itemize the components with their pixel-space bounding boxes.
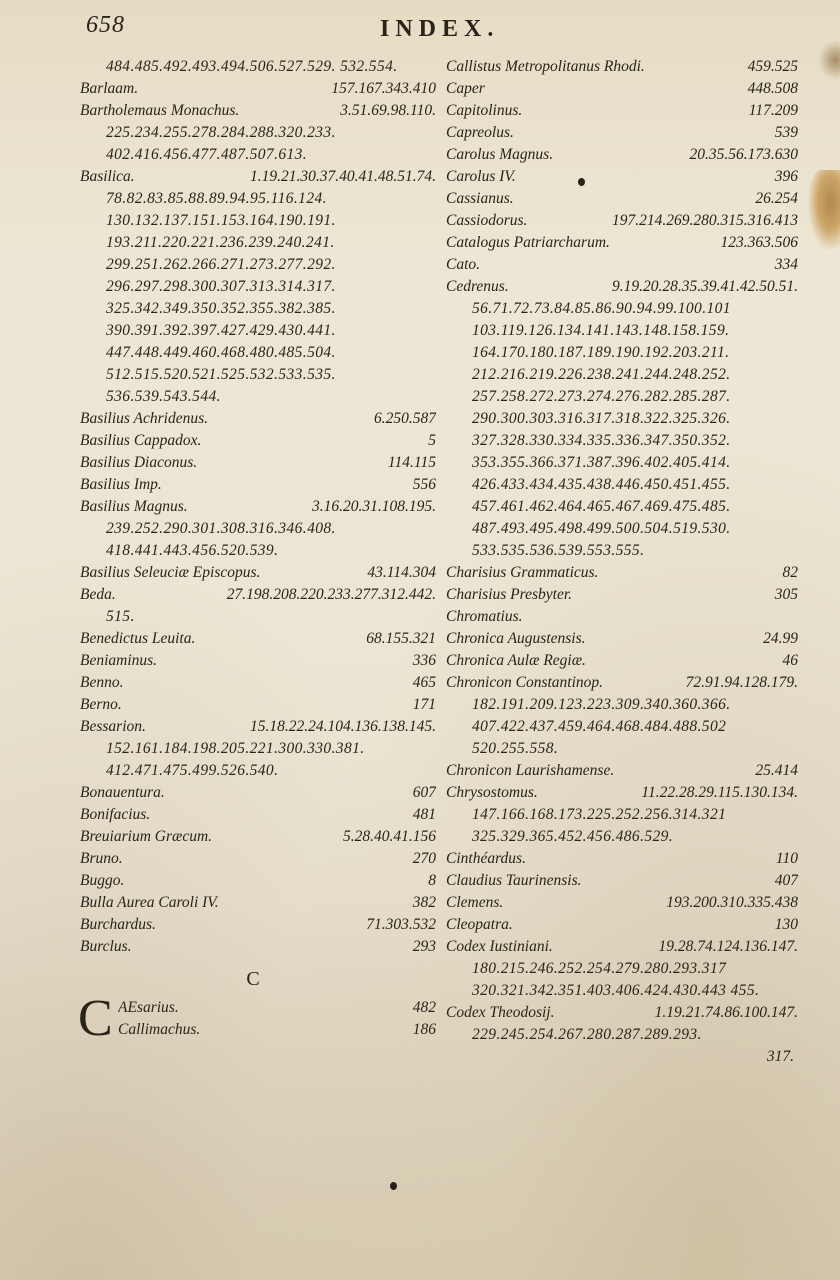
- entry-page-refs: 556: [412, 476, 436, 493]
- entry-page-refs: 448.508: [747, 80, 798, 97]
- index-entry: [80, 672, 436, 694]
- entry-name: Callistus Metropolitanus Rhodi.: [446, 58, 645, 75]
- entry-name: Bessarion.: [80, 718, 146, 735]
- index-entry: [80, 452, 436, 474]
- dropcap: C: [78, 990, 113, 1047]
- index-entry: [446, 848, 798, 870]
- entry-page-refs: 24.99: [763, 630, 798, 647]
- page-number: 658: [86, 12, 125, 38]
- entry-name: Callimachus.: [118, 1021, 201, 1038]
- running-title: INDEX.: [380, 16, 500, 42]
- entry-line: [446, 276, 798, 298]
- index-entry: [80, 826, 436, 848]
- entry-page-refs: 114.115: [387, 454, 436, 471]
- index-entry: [446, 562, 798, 584]
- index-entry: [80, 782, 436, 804]
- entry-list: [446, 56, 798, 1046]
- entry-page-refs: 186: [412, 1021, 436, 1038]
- entry-line: [446, 936, 798, 958]
- entry-page-refs: 25.414: [755, 762, 798, 779]
- entry-line: [446, 782, 798, 804]
- paper-stain: [808, 170, 840, 250]
- entry-page-refs: 3.16.20.31.108.195.: [312, 498, 436, 515]
- entry-line: [80, 408, 436, 430]
- index-entry: [80, 892, 436, 914]
- entry-name: Burclus.: [80, 938, 132, 955]
- entry-page-refs: 157.167.343.410: [331, 80, 436, 97]
- entry-page-refs: 117.209: [748, 102, 798, 119]
- index-entry: [446, 628, 798, 650]
- entry-line: [80, 452, 436, 474]
- entry-name: Chronica Aulæ Regiæ.: [446, 652, 586, 669]
- entry-page-refs: 72.91.94.128.179.: [685, 674, 798, 691]
- entry-line: [80, 848, 436, 870]
- entry-line: [80, 804, 436, 826]
- entry-name: Chrysostomus.: [446, 784, 538, 801]
- entry-line: [80, 716, 436, 738]
- entry-line: [446, 144, 798, 166]
- entry-line: [80, 496, 436, 518]
- entry-line: [446, 1002, 798, 1024]
- entry-page-refs: 11.22.28.29.115.130.134.: [641, 784, 798, 801]
- left-column: [78, 56, 436, 1047]
- index-entry: [80, 848, 436, 870]
- entry-name: Bonauentura.: [80, 784, 165, 801]
- index-entry: [80, 870, 436, 892]
- entry-name: Capreolus.: [446, 124, 514, 141]
- index-entry: [446, 78, 798, 100]
- entry-line: [446, 232, 798, 254]
- entry-line: [446, 254, 798, 276]
- index-entry: [446, 210, 798, 232]
- entry-page-refs: 19.28.74.124.136.147.: [658, 938, 798, 955]
- index-entry: [446, 936, 798, 1002]
- entry-name: Cato.: [446, 256, 481, 273]
- entry-name: Bruno.: [80, 850, 123, 867]
- entry-name: Burchardus.: [80, 916, 156, 933]
- index-entry: [446, 122, 798, 144]
- entry-page-refs: 1.19.21.30.37.40.41.48.51.74.: [250, 168, 436, 185]
- entry-page-refs: 193.200.310.335.438: [666, 894, 798, 911]
- entry-page-refs: 171: [412, 696, 436, 713]
- index-entry: [446, 672, 798, 760]
- index-entry: [446, 870, 798, 892]
- entry-name: Beda.: [80, 586, 116, 603]
- index-continuation: 484.485.492.493.494.506.527.529. 532.554.: [106, 58, 398, 75]
- entry-page-refs: 539: [774, 124, 798, 141]
- entry-page-refs: 382: [412, 894, 436, 911]
- index-entry: [80, 100, 436, 166]
- entry-page-refs: 68.155.321: [366, 630, 436, 647]
- index-entry: [80, 936, 436, 958]
- entry-page-refs: 5: [428, 432, 436, 449]
- entry-page-refs: 407: [774, 872, 798, 889]
- index-entry: [80, 430, 436, 452]
- index-entry: [80, 408, 436, 430]
- entry-page-refs: 6.250.587: [374, 410, 436, 427]
- index-entry: [80, 584, 436, 628]
- entry-line: [80, 166, 436, 188]
- entry-page-refs: 481: [412, 806, 436, 823]
- entry-line: [446, 848, 798, 870]
- entry-continuation: 180.215.246.252.254.279.280.293.317 320.321.342.351.403.406.424.430.443 455.: [472, 960, 760, 999]
- entry-line: [446, 562, 798, 584]
- entry-name: Codex Theodosij.: [446, 1004, 555, 1021]
- entry-name: Basilius Imp.: [80, 476, 162, 493]
- entry-name: Bulla Aurea Caroli IV.: [80, 894, 219, 911]
- index-entry: [446, 56, 798, 78]
- entry-continuation: 229.245.254.267.280.287.289.293.: [472, 1026, 702, 1043]
- entry-continuation: 225.234.255.278.284.288.320.233. 402.416.456.477.487.507.613.: [106, 124, 336, 163]
- index-entry: [446, 1002, 798, 1046]
- entry-name: Cedrenus.: [446, 278, 509, 295]
- entry-page-refs: 293: [412, 938, 436, 955]
- entry-line: [80, 782, 436, 804]
- index-entry: [80, 166, 436, 408]
- entry-line: [80, 870, 436, 892]
- entry-page-refs: 46: [782, 652, 798, 669]
- entry-line: [446, 672, 798, 694]
- index-entry: [446, 914, 798, 936]
- entry-name: Charisius Presbyter.: [446, 586, 573, 603]
- entry-line: [446, 760, 798, 782]
- entry-name: Bartholemaus Monachus.: [80, 102, 240, 119]
- index-entry: [446, 166, 798, 188]
- entry-line: [446, 892, 798, 914]
- entry-line: [118, 997, 436, 1019]
- entry-page-refs: 130: [774, 916, 798, 933]
- index-entry: [118, 1019, 436, 1041]
- index-entry: [446, 254, 798, 276]
- entry-line: [446, 650, 798, 672]
- entry-line: [446, 870, 798, 892]
- entry-line: [80, 936, 436, 958]
- index-entry: [80, 694, 436, 716]
- entry-page-refs: 3.51.69.98.110.: [340, 102, 436, 119]
- ink-speck: [390, 1182, 397, 1190]
- entry-page-refs: 465: [412, 674, 436, 691]
- entry-name: Bonifacius.: [80, 806, 151, 823]
- entry-line: [446, 914, 798, 936]
- index-entry: [446, 584, 798, 606]
- entry-line: [80, 628, 436, 650]
- entry-name: Carolus IV.: [446, 168, 516, 185]
- entry-name: Barlaam.: [80, 80, 139, 97]
- entry-page-refs: 305: [774, 586, 798, 603]
- entry-page-refs: 123.363.506: [720, 234, 798, 251]
- entry-page-refs: 82: [782, 564, 798, 581]
- entry-name: Basilius Diaconus.: [80, 454, 198, 471]
- index-entry: [446, 232, 798, 254]
- entry-line: [80, 826, 436, 848]
- index-entry: [446, 782, 798, 848]
- entry-page-refs: 396: [774, 168, 798, 185]
- entry-page-refs: 71.303.532: [366, 916, 436, 933]
- entry-name: Chronica Augustensis.: [446, 630, 586, 647]
- entry-page-refs: 26.254: [755, 190, 798, 207]
- entry-name: Clemens.: [446, 894, 504, 911]
- index-entry: [80, 78, 436, 100]
- entry-continuation: 78.82.83.85.88.89.94.95.116.124. 130.132.137.151.153.164.190.191. 193.211.220.221.236.239.240.241. 299.251.262.266.271.273.277.292. 296.297.298.300.307.313.314.317. 325.342.349.350.352.355.382.385. 390.391.392.397.427.429.430.441. 447.448.449.460.468.480.485.504. 512.515.520.521.525.532.533.535. 536.539.543.544.: [106, 190, 336, 405]
- entry-name: Cassiodorus.: [446, 212, 528, 229]
- entry-name: Basilius Magnus.: [80, 498, 188, 515]
- entry-page-refs: 9.19.20.28.35.39.41.42.50.51.: [612, 278, 798, 295]
- index-entry: [80, 562, 436, 584]
- entry-continuation: 147.166.168.173.225.252.256.314.321 325.329.365.452.456.486.529.: [472, 806, 727, 845]
- entry-line: [446, 122, 798, 144]
- entry-line: [80, 562, 436, 584]
- entry-name: Codex Iustiniani.: [446, 938, 553, 955]
- entry-page-refs: 334: [774, 256, 798, 273]
- entry-name: Charisius Grammaticus.: [446, 564, 599, 581]
- catchword: 317.: [766, 1048, 794, 1065]
- entry-page-refs: 270: [412, 850, 436, 867]
- entry-page-refs: 110: [775, 850, 798, 867]
- entry-continuation: 515.: [106, 608, 135, 625]
- entry-name: Chromatius.: [446, 608, 523, 625]
- entry-name: Cassianus.: [446, 190, 514, 207]
- entry-name: Berno.: [80, 696, 122, 713]
- entry-name: Caper: [446, 80, 485, 97]
- entry-continuation: 182.191.209.123.223.309.340.360.366. 407.422.437.459.464.468.484.488.502 520.255.558.: [472, 696, 731, 757]
- entry-line: [80, 694, 436, 716]
- entry-name: Claudius Taurinensis.: [446, 872, 582, 889]
- index-entry: [446, 188, 798, 210]
- entry-list: [118, 997, 436, 1041]
- paper-stain: [818, 40, 840, 80]
- entry-line: [80, 474, 436, 496]
- entry-line: [80, 430, 436, 452]
- entry-line: [80, 78, 436, 100]
- entry-continuation: 239.252.290.301.308.316.346.408. 418.441.443.456.520.539.: [106, 520, 336, 559]
- entry-name: Benedictus Leuita.: [80, 630, 196, 647]
- entry-list: [80, 78, 436, 958]
- entry-line: [80, 584, 436, 606]
- entry-name: Carolus Magnus.: [446, 146, 554, 163]
- entry-page-refs: 5.28.40.41.156: [343, 828, 436, 845]
- entry-line: [80, 672, 436, 694]
- index-entry: [446, 276, 798, 562]
- entry-line: [80, 892, 436, 914]
- entry-page-refs: 482: [412, 999, 436, 1016]
- right-column: [446, 56, 798, 1068]
- entry-line: [446, 166, 798, 188]
- entry-page-refs: 8: [428, 872, 436, 889]
- entry-name: Breuiarium Græcum.: [80, 828, 213, 845]
- entry-page-refs: 459.525: [747, 58, 798, 75]
- index-entry: [80, 716, 436, 782]
- index-entry: [80, 804, 436, 826]
- section-c-start: [78, 990, 436, 1047]
- entry-name: Basilius Cappadox.: [80, 432, 202, 449]
- entry-name: Chronicon Constantinop.: [446, 674, 604, 691]
- entry-page-refs: 15.18.22.24.104.136.138.145.: [250, 718, 436, 735]
- entry-name: AEsarius.: [118, 999, 179, 1016]
- entry-name: Benno.: [80, 674, 124, 691]
- index-entry: [80, 496, 436, 562]
- entry-page-refs: 43.114.304: [367, 564, 436, 581]
- index-entry: [118, 997, 436, 1019]
- entry-name: Beniaminus.: [80, 652, 158, 669]
- entry-page-refs: 607: [412, 784, 436, 801]
- index-entry: [80, 650, 436, 672]
- entry-name: Buggo.: [80, 872, 125, 889]
- entry-name: Cinthéardus.: [446, 850, 526, 867]
- index-entry: [446, 606, 798, 628]
- entry-line: [118, 1019, 436, 1041]
- entry-continuation: 152.161.184.198.205.221.300.330.381. 412.471.475.499.526.540.: [106, 740, 365, 779]
- entry-line: [446, 584, 798, 606]
- entry-name: Basilius Achridenus.: [80, 410, 209, 427]
- entry-page-refs: 20.35.56.173.630: [689, 146, 798, 163]
- entry-name: Cleopatra.: [446, 916, 513, 933]
- index-entry: [80, 474, 436, 496]
- entry-line: [446, 78, 798, 100]
- index-entry: [446, 892, 798, 914]
- entry-line: [446, 188, 798, 210]
- entry-name: Basilica.: [80, 168, 135, 185]
- entry-name: Catalogus Patriarcharum.: [446, 234, 610, 251]
- entry-name: Basilius Seleuciæ Episcopus.: [80, 564, 261, 581]
- entry-page-refs: 197.214.269.280.315.316.413: [612, 212, 798, 229]
- entry-line: [80, 650, 436, 672]
- entry-line: [446, 628, 798, 650]
- index-entry: [446, 760, 798, 782]
- entry-name: Capitolinus.: [446, 102, 523, 119]
- entry-line: [446, 210, 798, 232]
- entry-page-refs: 1.19.21.74.86.100.147.: [654, 1004, 798, 1021]
- index-entry: [80, 628, 436, 650]
- index-entry: [446, 144, 798, 166]
- entry-continuation: 56.71.72.73.84.85.86.90.94.99.100.101 103.119.126.134.141.143.148.158.159. 164.170.180.187.189.190.192.203.211. 212.216.219.226.238.241.244.248.252. 257.258.272.273.274.276.282.285.287. 290.300.303.316.317.318.322.325.326. 327.328.330.334.335.336.347.350.352. 353.355.366.371.387.396.402.405.414. 426.433.434.435.438.446.450.451.455. 457.461.462.464.465.467.469.475.485. 487.493.495.498.499.500.504.519.530. 533.535.536.539.553.555.: [472, 300, 731, 559]
- index-entry: [446, 100, 798, 122]
- entry-line: [80, 100, 436, 122]
- index-entry: [446, 650, 798, 672]
- entry-page-refs: 336: [412, 652, 436, 669]
- entry-line: [446, 100, 798, 122]
- entry-name: Chronicon Laurishamense.: [446, 762, 615, 779]
- entry-line: [446, 56, 798, 78]
- entry-line: [80, 914, 436, 936]
- index-entry: [80, 914, 436, 936]
- entry-line: [446, 606, 798, 628]
- letter-heading: C: [246, 968, 260, 990]
- entry-page-refs: 27.198.208.220.233.277.312.442.: [226, 586, 436, 603]
